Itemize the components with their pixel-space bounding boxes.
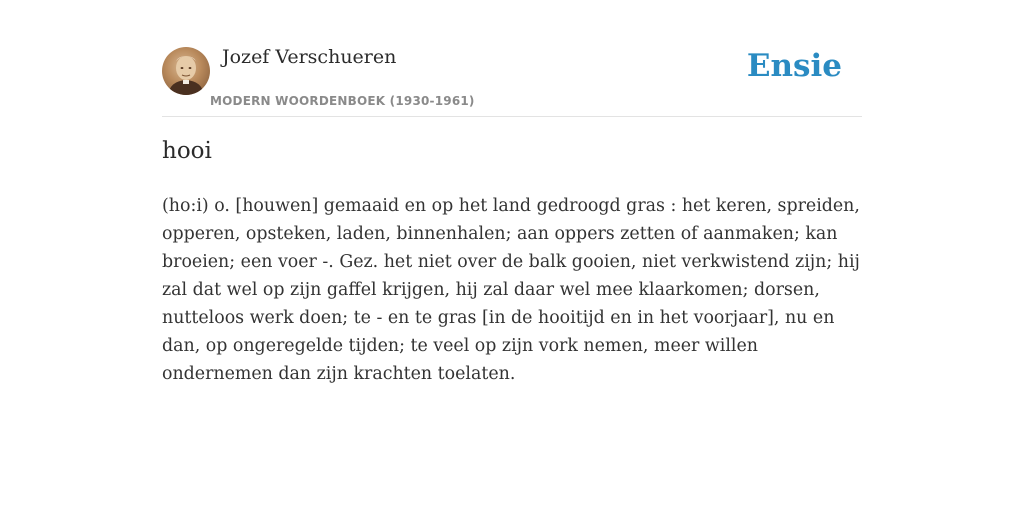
author-name[interactable]: Jozef Verschueren [222,46,397,68]
source-title[interactable]: MODERN WOORDENBOEK (1930-1961) [210,94,475,108]
author-avatar[interactable] [162,47,210,95]
ensie-logo[interactable]: Ensie [746,48,842,84]
author-portrait-icon [162,47,210,95]
entry-term: hooi [162,138,212,164]
author-header [162,46,862,117]
entry-definition: (ho:i) o. [houwen] gemaaid en op het land gedroogd gras : het keren, spreiden, opperen, opsteken, laden, binnenhalen; aan oppers zetten of aanmaken; kan broeien; een voer -. Gez. het niet over de balk gooien, niet verkwistend zijn; hij zal dat wel op zijn gaffel krijgen, hij zal daar wel mee klaarkomen; dorsen, nutteloos werk doen; te - en te gras [in de hooitijd en in het voorjaar], nu en dan, op ongeregelde tijden; te veel op zijn vork nemen, meer willen ondernemen dan zijn krachten toelaten. [162,196,860,384]
